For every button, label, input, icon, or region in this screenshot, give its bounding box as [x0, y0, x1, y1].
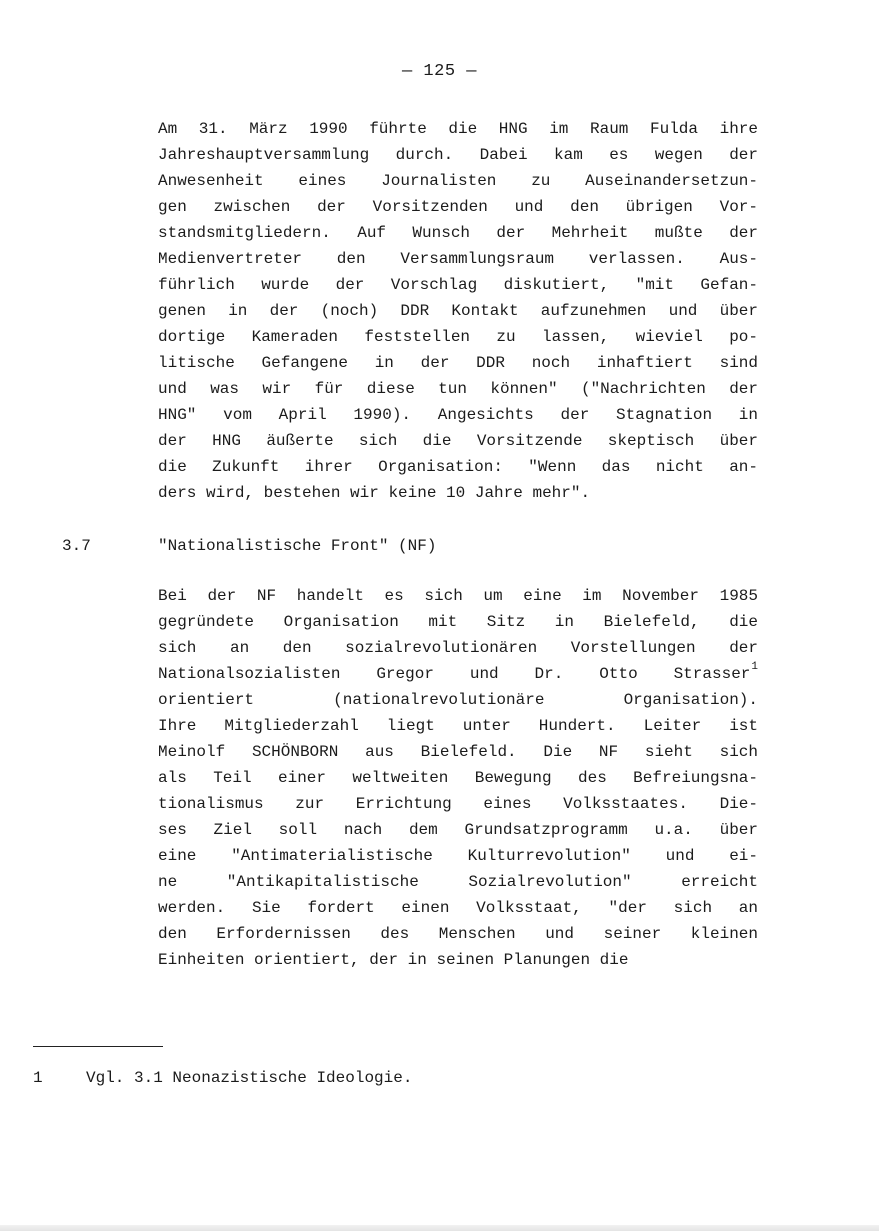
- text-fragment: Nationalsozialisten Gregor und Dr. Otto Strasser: [158, 665, 751, 683]
- footnote-separator: [33, 1046, 163, 1047]
- text-line: tionalismus zur Errichtung eines Volksstaates. Die-: [158, 795, 758, 813]
- text-line: sich an den sozialrevolutionären Vorstellungen der: [158, 639, 758, 657]
- text-line: ne "Antikapitalistische Sozialrevolution" erreicht: [158, 873, 758, 891]
- text-line: standsmitgliedern. Auf Wunsch der Mehrheit mußte der: [158, 224, 758, 242]
- text-line: Jahreshauptversammlung durch. Dabei kam es wegen der: [158, 146, 758, 164]
- text-line: dortige Kameraden feststellen zu lassen, wieviel po-: [158, 328, 758, 346]
- text-line: Bei der NF handelt es sich um eine im November 1985: [158, 587, 758, 605]
- text-line: ders wird, bestehen wir keine 10 Jahre mehr".: [158, 484, 591, 502]
- text-line: HNG" vom April 1990). Angesichts der Stagnation in: [158, 406, 758, 424]
- text-line: Einheiten orientiert, der in seinen Planungen die: [158, 951, 629, 969]
- text-line: werden. Sie fordert einen Volksstaat, "der sich an: [158, 899, 758, 917]
- text-line: litische Gefangene in der DDR noch inhaftiert sind: [158, 354, 758, 372]
- text-line-with-footnote: [158, 661, 758, 687]
- text-line: genen in der (noch) DDR Kontakt aufzunehmen und über: [158, 302, 758, 320]
- text-line: den Erfordernissen des Menschen und seiner kleinen: [158, 925, 758, 943]
- text-line: der HNG äußerte sich die Vorsitzende skeptisch über: [158, 432, 758, 450]
- text-line: und was wir für diese tun können" ("Nachrichten der: [158, 380, 758, 398]
- text-line: Ihre Mitgliederzahl liegt unter Hundert. Leiter ist: [158, 717, 758, 735]
- text-line: gen zwischen der Vorsitzenden und den übrigen Vor-: [158, 198, 758, 216]
- text-line: führlich wurde der Vorschlag diskutiert, "mit Gefan-: [158, 276, 758, 294]
- footnote-marker: 1: [751, 661, 758, 673]
- paragraph-hng-annual-meeting: [158, 116, 758, 506]
- text-line: gegründete Organisation mit Sitz in Bielefeld, die: [158, 613, 758, 631]
- text-line: Am 31. März 1990 führte die HNG im Raum Fulda ihre: [158, 120, 758, 138]
- text-line: Meinolf SCHÖNBORN aus Bielefeld. Die NF sieht sich: [158, 743, 758, 761]
- scan-edge: [0, 1225, 879, 1231]
- page-number: — 125 —: [402, 62, 477, 81]
- text-line: orientiert (nationalrevolutionäre Organisation).: [158, 691, 758, 709]
- footnote-text: Vgl. 3.1 Neonazistische Ideologie.: [86, 1069, 413, 1087]
- paragraph-nf-description: [158, 583, 758, 973]
- text-line: Medienvertreter den Versammlungsraum verlassen. Aus-: [158, 250, 758, 268]
- text-line: Anwesenheit eines Journalisten zu Auseinandersetzun-: [158, 172, 758, 190]
- section-number: 3.7: [62, 537, 91, 555]
- text-line: als Teil einer weltweiten Bewegung des Befreiungsna-: [158, 769, 758, 787]
- text-line: eine "Antimaterialistische Kulturrevolution" und ei-: [158, 847, 758, 865]
- text-line: die Zukunft ihrer Organisation: "Wenn das nicht an-: [158, 458, 758, 476]
- section-heading: "Nationalistische Front" (NF): [158, 537, 437, 555]
- footnote-number: 1: [33, 1069, 43, 1087]
- text-line: ses Ziel soll nach dem Grundsatzprogramm u.a. über: [158, 821, 758, 839]
